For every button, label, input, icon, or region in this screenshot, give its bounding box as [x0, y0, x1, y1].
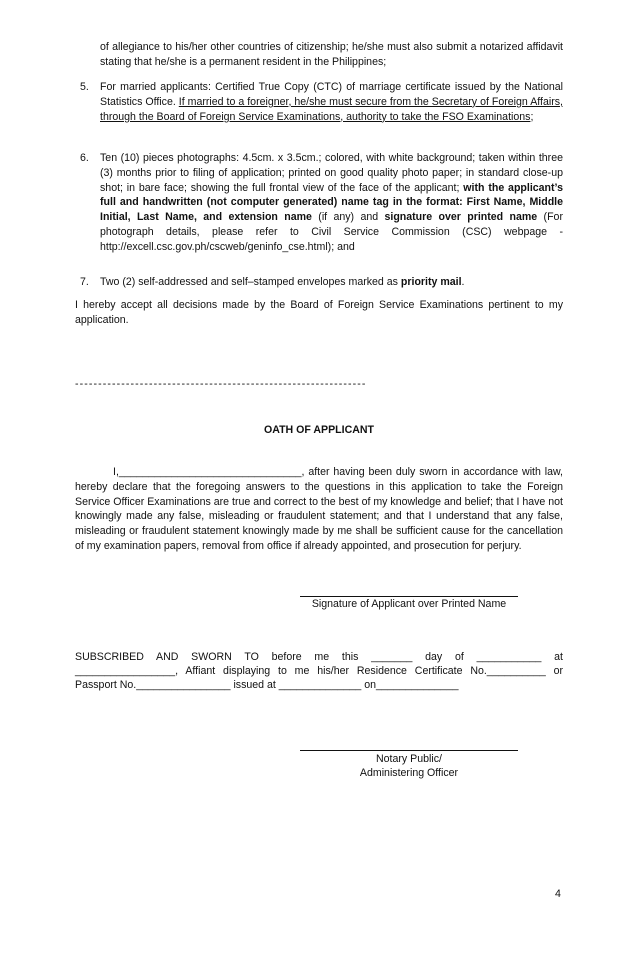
item-6-text	[100, 151, 563, 255]
notary-label-1-text: Notary Public/	[376, 753, 442, 765]
subscribed-line-3-text: Passport No.________________ issued at ______________ on______________	[75, 679, 459, 691]
oath-body-text: I,_______________________________, after having been duly sworn in accordance with law, hereby declare that the foregoing answers to the questions in this application to take the Foreign Service Officer Examinations are true and correct to the best of my knowledge and belief; that I have not knowingly made any false, misleading or fraudulent statement; and that I understand that any false, misleading or fraudulent statement knowingly made by me shall be sufficient cause for the cancellation of my examination papers, removal from office if already appointed, and prosecution for perjury.	[75, 466, 563, 552]
item-5-number: 5.	[80, 81, 89, 93]
item-7-number: 7.	[80, 276, 89, 288]
continuation-paragraph	[100, 40, 563, 70]
subscribed-line-3	[75, 678, 563, 693]
notary-label-1	[300, 752, 518, 767]
dashed-divider: ---------------------------------------------------------------	[75, 378, 367, 390]
subscribed-line-2-text: _________________, Affiant displaying to me his/her Residence Certificate No.__________ or	[75, 665, 563, 677]
applicant-signature-label	[290, 597, 528, 612]
item-7-bold: priority mail	[400, 276, 462, 288]
acceptance-text: I hereby accept all decisions made by the Board of Foreign Service Examinations pertinent to my application.	[75, 299, 563, 326]
item-6-text-b: (if any) and	[311, 211, 385, 224]
subscribed-line-2	[75, 664, 563, 679]
notary-label-2	[300, 766, 518, 781]
item-7-tail: .	[461, 276, 465, 288]
oath-body	[75, 465, 563, 554]
item-5-underlined: If married to a foreigner, he/she must secure from the Secretary of Foreign Affairs, through the Board of Foreign Service Examinations, authority to take the FSO Examinations	[100, 95, 563, 123]
item-6-text-a: Ten (10) pieces photographs: 4.5cm. x 3.5cm.; colored, with white background; taken within three (3) months prior to filing of application; printed on good quality photo paper; in standard close-up shot; in bare face; showing the full frontal view of the face of the applicant;	[100, 152, 563, 194]
subscribed-line-1-text: SUBSCRIBED AND SWORN TO before me this _______ day of ___________ at	[75, 651, 563, 663]
notary-label-2-text: Administering Officer	[359, 767, 459, 779]
item-5-text	[100, 80, 563, 124]
applicant-signature-label-text: Signature of Applicant over Printed Name	[311, 598, 507, 610]
item-6-bold-a: with the applicant’s full and handwritten (not computer generated) name tag in the format: First Name, Middle Initial, Last Name, and extension name	[100, 181, 563, 224]
notary-signature-line	[300, 750, 518, 751]
acceptance-paragraph	[75, 298, 563, 328]
item-7-text	[100, 275, 563, 290]
item-5-tail: ;	[530, 110, 534, 123]
item-6-number: 6.	[80, 152, 89, 164]
item-6-text-c: (For photograph details, please refer to Civil Service Commission (CSC) webpage - http://excell.csc.gov.ph/cscweb/geninfo_cse.html); and	[100, 211, 563, 253]
oath-title	[75, 423, 563, 438]
item-7-plain: Two (2) self-addressed and self–stamped envelopes marked as	[100, 276, 401, 288]
page-number: 4	[555, 888, 561, 900]
oath-title-text: OATH OF APPLICANT	[263, 424, 375, 436]
item-6-bold-b: signature over printed name	[384, 211, 538, 224]
item-5-plain: For married applicants: Certified True Copy (CTC) of marriage certificate issued by the National Statistics Office.	[100, 81, 563, 108]
subscribed-line-1	[75, 650, 563, 665]
continuation-text: of allegiance to his/her other countries of citizenship; he/she must also submit a notarized affidavit stating that he/she is a permanent resident in the Philippines;	[100, 41, 563, 68]
